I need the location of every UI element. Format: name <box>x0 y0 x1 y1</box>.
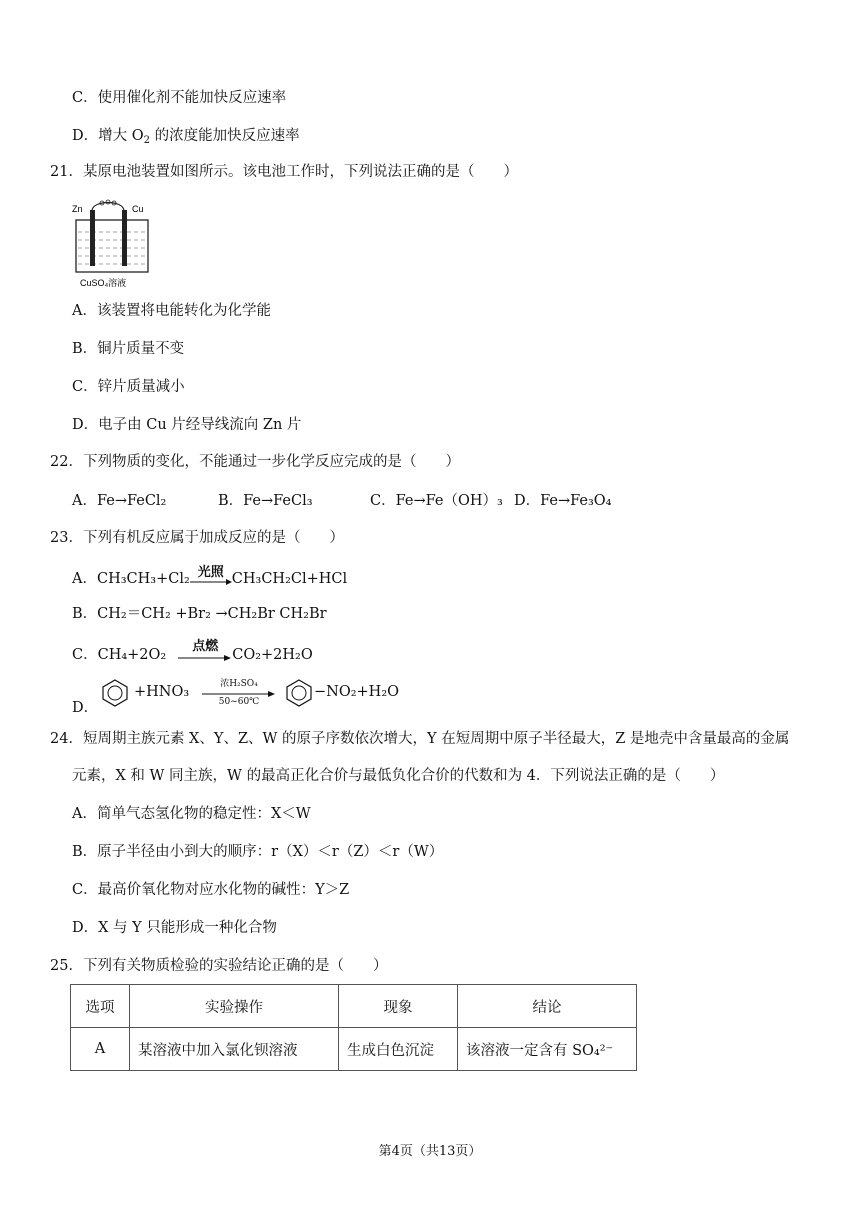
table-cell: 某溶液中加入氯化钡溶液 <box>130 1028 339 1071</box>
benzene-ring-icon <box>100 678 130 708</box>
q21-option-b: B．铜片质量不变 <box>72 341 185 357</box>
q20-option-c: C．使用催化剂不能加快反应速率 <box>72 90 287 106</box>
solution-label: CuSO₄溶液 <box>80 278 127 288</box>
cu-label: Cu <box>132 204 144 214</box>
reaction-condition: 光照 <box>197 565 224 580</box>
q23-option-a: A．CH₃CH₃+Cl₂ 光照 CH₃CH₂Cl+HCl <box>72 567 347 589</box>
page-footer: 第4页（共13页） <box>378 1144 482 1159</box>
q24-option-b: B．原子半径由小到大的顺序：r（X）＜r（Z）＜r（W） <box>72 844 444 860</box>
q24-stem-line2: 元素，X 和 W 同主族，W 的最高正化合价与最低负化合价的代数和为 4．下列说法正确的是（ ） <box>72 768 725 784</box>
q25-table <box>70 984 637 1071</box>
reaction-condition: 浓H₂SO₄ <box>220 679 258 689</box>
reaction-condition: 点燃 <box>192 639 219 654</box>
q22-option-b: B．Fe→FeCl₃ <box>218 493 313 509</box>
table-cell: 生成白色沉淀 <box>339 1028 458 1071</box>
q21-stem: 21．某原电池装置如图所示。该电池工作时，下列说法正确的是（ ） <box>50 164 518 180</box>
benzene-ring-icon <box>284 678 314 708</box>
zn-label: Zn <box>72 204 83 214</box>
q24-option-a: A．简单气态氢化物的稳定性：X＜W <box>72 806 311 822</box>
reaction-arrow-icon <box>178 645 232 665</box>
q22-option-d: D．Fe→Fe₃O₄ <box>514 493 612 509</box>
table-row <box>71 1028 637 1071</box>
q23-stem: 23．下列有机反应属于加成反应的是（ ） <box>50 530 344 546</box>
table-header-row <box>71 985 637 1028</box>
q24-stem-line1: 24．短周期主族元素 X、Y、Z、W 的原子序数依次增大，Y 在短周期中原子半径最大，Z 是地壳中含量最高的金属 <box>50 731 790 747</box>
q21-option-a: A．该装置将电能转化为化学能 <box>72 303 271 319</box>
q23-option-b: B．CH₂＝CH₂ +Br₂ →CH₂Br CH₂Br <box>72 606 327 622</box>
q21-option-c: C．锌片质量减小 <box>72 379 185 395</box>
q25-stem: 25．下列有关物质检验的实验结论正确的是（ ） <box>50 958 388 974</box>
q22-option-c: C．Fe→Fe（OH）₃ <box>370 493 503 509</box>
table-header: 实验操作 <box>130 985 339 1028</box>
q21-option-d: D．电子由 Cu 片经导线流向 Zn 片 <box>72 417 302 433</box>
table-cell: 该溶液一定含有 SO₄²⁻ <box>458 1028 637 1071</box>
reaction-condition: 50~60℃ <box>218 697 260 707</box>
table-cell: A <box>71 1028 130 1071</box>
q22-option-a: A．Fe→FeCl₂ <box>72 493 167 509</box>
q22-stem: 22．下列物质的变化，不能通过一步化学反应完成的是（ ） <box>50 454 460 470</box>
table-header: 现象 <box>339 985 458 1028</box>
q20-option-d: D．增大 $O_2$ 的浓度能加快反应速率 <box>72 128 300 146</box>
reaction-arrow-icon <box>190 569 232 589</box>
table-header: 结论 <box>458 985 637 1028</box>
table-header: 选项 <box>71 985 130 1028</box>
q24-option-c: C．最高价氧化物对应水化物的碱性：Y＞Z <box>72 882 350 898</box>
q24-option-d: D．X 与 Y 只能形成一种化合物 <box>72 920 277 936</box>
galvanic-cell-figure <box>70 198 154 290</box>
q23-option-c: C．CH₄+2O₂ 点燃 CO₂+2H₂O <box>72 643 313 665</box>
